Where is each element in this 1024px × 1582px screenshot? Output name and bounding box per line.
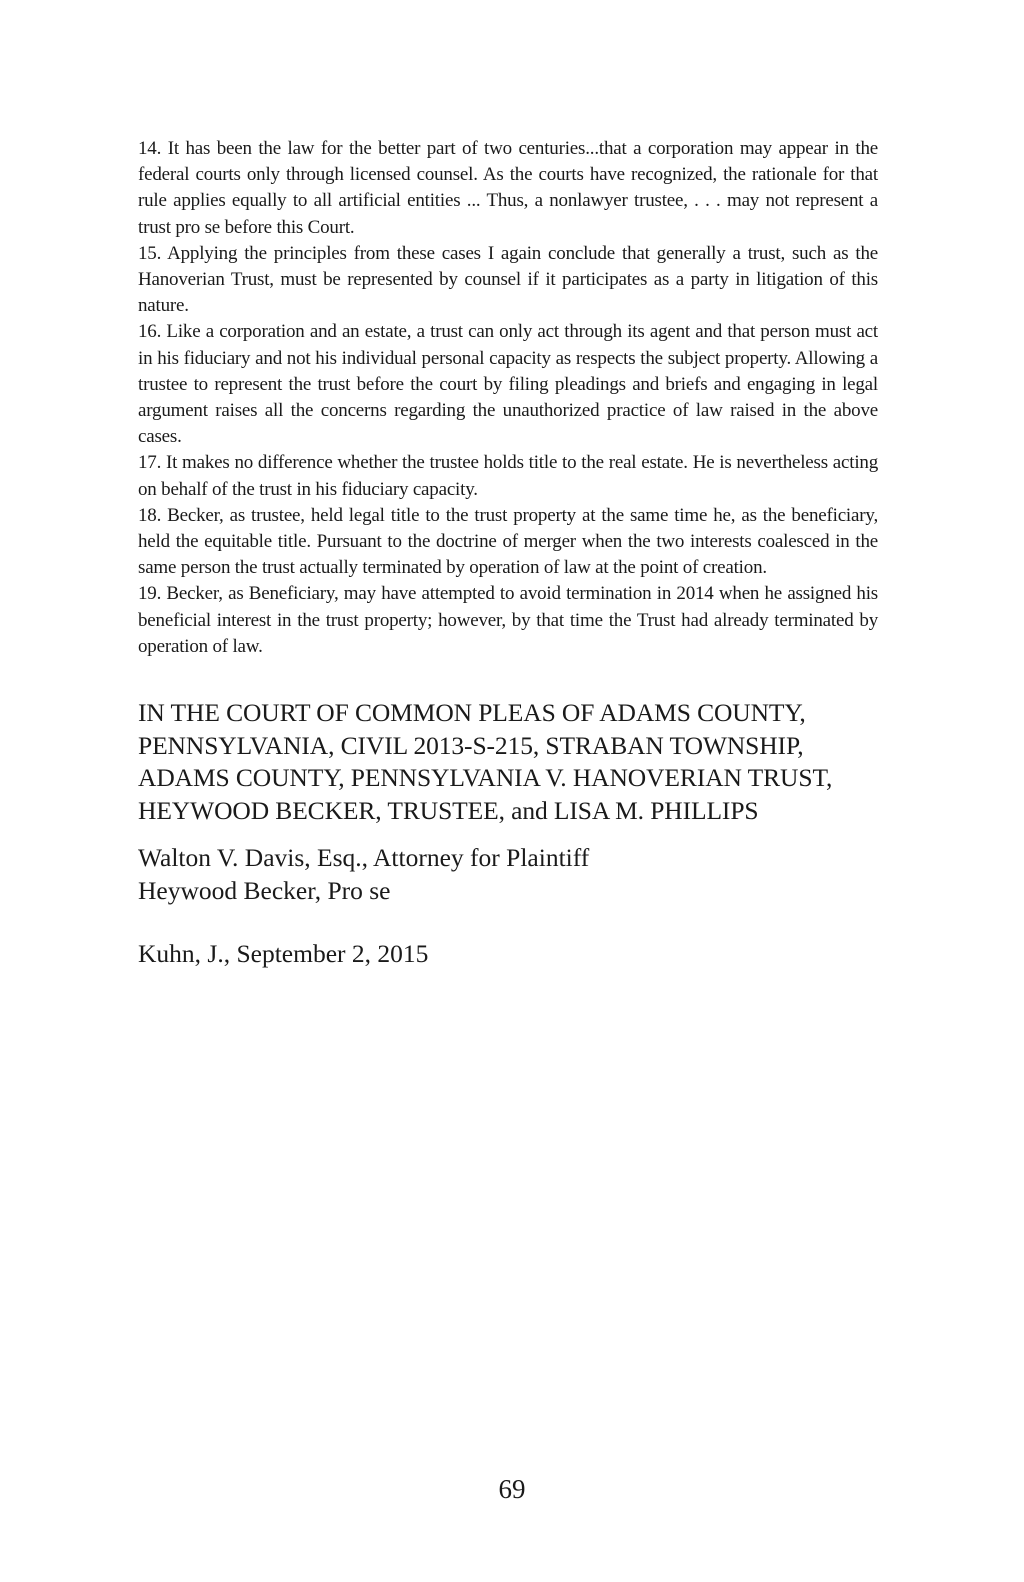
case-caption-text: IN THE COURT OF COMMON PLEAS OF ADAMS COUNTY, PENNSYLVANIA, CIVIL 2013-S-215, STRABAN TOWNSHIP, ADAMS COUNTY, PENNSYLVANIA V. HANOVERIAN TRUST, HEYWOOD BECKER, TRUSTEE, and LISA M. PHILLIPS (138, 698, 833, 825)
numbered-paragraphs (138, 136, 878, 660)
paragraph-14: 14. It has been the law for the better part of two centuries...that a corporation may appear in the federal courts only through licensed counsel. As the courts have recognized, the rationale for that rule applies equally to all artificial entities ... Thus, a nonlawyer trustee, . . . may not represent a trust pro se before this Court. (138, 138, 878, 238)
plaintiff-counsel: Walton V. Davis, Esq., Attorney for Plaintiff (138, 843, 590, 872)
paragraph-18: 18. Becker, as trustee, held legal title to the trust property at the same time he, as the beneficiary, held the equitable title. Pursuant to the doctrine of merger when the two interests coalesced in the same person the trust actually terminated by operation of law at the point of creation. (138, 504, 878, 579)
paragraph-19: 19. Becker, as Beneficiary, may have attempted to avoid termination in 2014 when he assigned his beneficial interest in the trust property; however, by that time the Trust had already terminated by operation of law. (138, 583, 878, 657)
counsel-block (138, 842, 898, 907)
page-number: 69 (498, 1474, 526, 1504)
case-caption (138, 697, 898, 827)
paragraph-16: 16. Like a corporation and an estate, a trust can only act through its agent and that person must act in his fiduciary and not his individual personal capacity as respects the subject property. Allowing a trustee to represent the trust before the court by filing pleadings and briefs and engaging in legal argument raises all the concerns regarding the unauthorized practice of law raised in the above cases. (138, 321, 878, 448)
paragraph-15: 15. Applying the principles from these cases I again conclude that generally a trust, such as the Hanoverian Trust, must be represented by counsel if it participates as a party in litigation of this nature. (138, 242, 878, 317)
paragraph-17: 17. It makes no difference whether the trustee holds title to the real estate. He is nevertheless acting on behalf of the trust in his fiduciary capacity. (138, 452, 878, 500)
judge-date-line: Kuhn, J., September 2, 2015 (138, 939, 429, 968)
defendant-counsel: Heywood Becker, Pro se (138, 875, 391, 905)
